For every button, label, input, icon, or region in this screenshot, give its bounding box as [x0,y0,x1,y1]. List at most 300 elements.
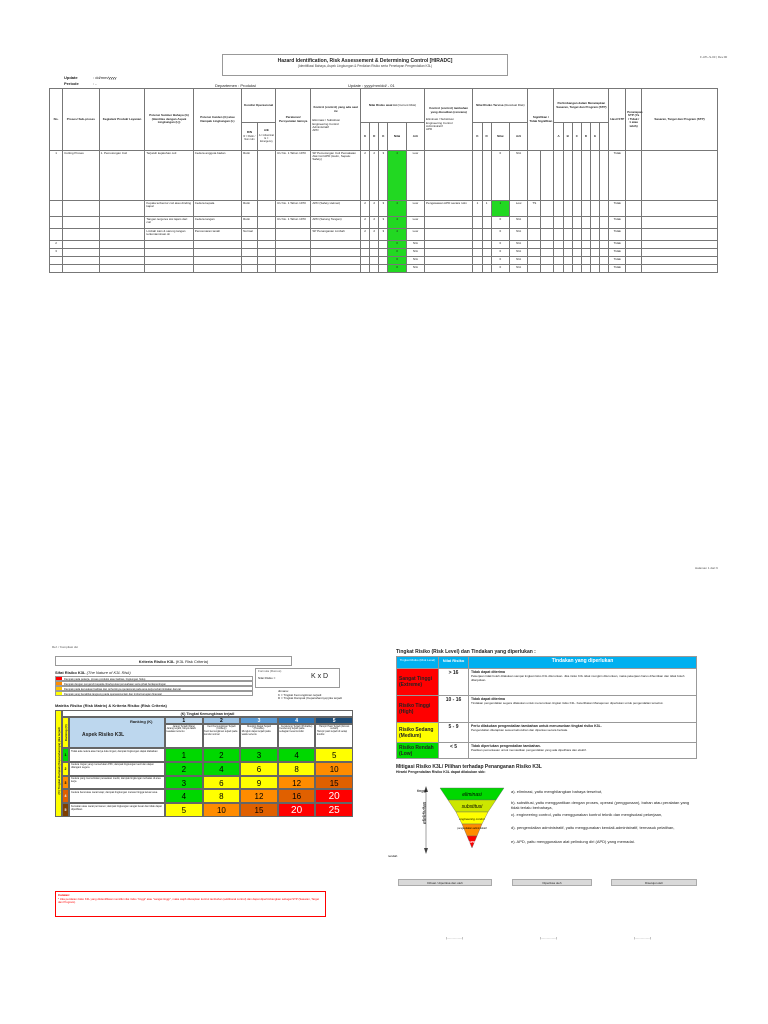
matrix-cell: 4 [203,762,241,776]
cell-k: 2 [360,217,369,229]
cell-rd [482,241,491,249]
cell-k [360,257,369,265]
cell-impact [193,257,241,265]
cell-rnilai: 1 [491,201,509,217]
cell-process [63,229,100,241]
control-item: Administratif [312,124,329,129]
cell-hazard [145,249,193,257]
control-item: Engineering Control [312,121,339,126]
matrix-side-label: (D) Tingkat Dampak (Keparahannya) jika terjadi [57,727,62,795]
matrix-cell: 9 [240,776,278,790]
header-rk: K [473,123,482,151]
hierarchy-pyramid [388,780,512,862]
cell-empty [563,241,572,249]
cell-rd [482,257,491,265]
header-initial-risk [360,89,424,123]
table-row [50,151,718,201]
risk-level-action-title: Tidak dapat diterima [471,697,505,701]
pyramid-label: APD [468,840,476,844]
risk-level-action [469,696,697,723]
cell-rarti: N/A [509,229,527,241]
nature-row: Dampak yang berakibat langsung pada operasional lain dan timbul kerugian finansial [55,691,253,696]
matrix-cell: 15 [240,803,278,817]
cell-arti: Low [406,217,424,229]
cell-empty [581,229,590,241]
cell-stp: Tidak [609,265,626,273]
cell-empty [641,217,717,229]
cell-empty [554,265,563,273]
cell-d [370,241,379,249]
cell-empty [641,249,717,257]
cell-arti: N/A [406,241,424,249]
control-item: Engineering Control [426,120,453,125]
table-row [50,241,718,249]
cell-empty [581,241,590,249]
risk-level-action-desc: Tindakan pengendalian segera dilakukan untuk menurunkan tingkat risiko K3L. Keterlibatan Manajemen diperlukan untuk pengendalian tersebut. [471,701,664,705]
cell-empty [591,151,600,201]
cell-hazard: Kepala terbentur coil atau dinding kapal [145,201,193,217]
cell-arti: Low [406,151,424,201]
cell-empty [600,151,609,201]
cell-empty [554,201,563,217]
risk-level-action [469,723,697,743]
signature-checked-by: Diperiksa oleh [512,879,592,886]
note-title: Catatan: [58,893,71,897]
risk-level-action-title: Perlu dilakukan pengendalian tambahan untuk menurunkan tingkat risiko K3L. [471,724,602,728]
cell-k [360,249,369,257]
cell-impact: Pencemaran tanah [193,229,241,241]
cell-empty [257,151,275,201]
cell-hazard [145,257,193,265]
cell-sig [528,229,541,241]
cell-empty [581,265,590,273]
period-label: Periode [64,81,79,86]
matrix-title: Matriks Risiko (Risk Matrix) & Kriteria Risiko (Risk Criteria) [55,703,167,708]
page-number: Halaman 1 dari 9 [695,566,718,570]
severity-level: 2 [62,762,69,776]
mitigation-option: a). eliminasi, yaitu menghilangkan bahaya tersebut, [511,789,603,794]
cell-control: APD (Sarung Tangan) [311,217,361,229]
header-rnilai: Nilai [491,123,509,151]
ranking-d: Ranking (D) [64,724,69,742]
cell-impact: Cedera kepala [193,201,241,217]
cell-empty [581,201,590,217]
cell-rarti: N/A [509,217,527,229]
pyramid-label: eliminasi [462,792,482,798]
cell-nilai: 4 [388,201,406,217]
cell-empty [572,217,581,229]
cell-nilai: 0 [388,265,406,273]
likelihood-text: Kecil kemungkinan terjadi pada kondisi normal [204,730,238,737]
pyramid-administrative [462,824,482,836]
header-k2: K [379,123,388,151]
risk-level-body [397,669,697,759]
severity-description: Kematian atau cacat permanen; dampak lingkungan sangat besar dan tidak dapat dipulihkan [69,803,165,817]
risk-level-row [397,743,697,759]
matrix-cell: 8 [203,789,241,803]
mitigation-option: b). substitusi, yaitu menggantikan dengan proses, operasi (penggunaan), bahan atau peralatan yang tidak terlalu berbahaya, [511,800,690,810]
signature-line: (..................) [540,936,558,940]
cell-no: 1 [50,151,63,201]
cell-no [50,257,63,265]
cell-empty [581,249,590,257]
risk-level-row [397,669,697,696]
header-nilai: Nilai [388,123,406,151]
cell-empty [563,201,572,217]
cell-k2: 3 [379,229,388,241]
cell-empty [554,151,563,201]
header-additional-control [425,89,473,151]
axis-label: efektivitas [422,801,428,824]
severity-description: Cedera ringan yang memerlukan P3K; dampak lingkungan kecil dan dapat ditangani segera [69,762,165,776]
cell-cond: Normal [242,229,258,241]
cell-d: 2 [370,151,379,201]
cell-k2: 3 [379,201,388,217]
formula-note-line: dimana: [278,689,289,693]
ranking-d-cell [62,717,69,748]
cell-empty [600,229,609,241]
cell-impact [193,241,241,249]
cell-rk [473,241,482,249]
matrix-cell: 5 [315,748,353,762]
cell-empty [641,241,717,249]
signature-line: (..................) [634,936,652,940]
axis-arrow-down [424,848,428,854]
aspect-label: Aspek Risiko K3L [82,732,125,738]
risk-level-row [397,723,697,743]
cell-cond [242,265,258,273]
risk-level-name: Risiko Sedang (Medium) [397,723,439,743]
header-k: K [360,123,369,151]
cell-rarti: Low [509,201,527,217]
cell-add-control [425,217,473,229]
formula-note: Formula (Rumus) [258,669,282,673]
matrix-cell: 12 [278,776,316,790]
cell-no: 2 [50,241,63,249]
likelihood-header: (K) Tingkat Kemungkinan terjadi [62,710,353,717]
risk-level-action-desc: Pengendalian ditetapkan sesuai kebutuhan dan dipantau secara berkala. [471,728,568,732]
cell-regulation [276,249,311,257]
aspect-cell [69,717,165,748]
nature-heading [55,670,131,675]
cell-nilai: 0 [388,241,406,249]
likelihood-level: 4 [278,717,316,724]
cell-no [50,201,63,217]
cell-empty [591,257,600,265]
cell-hazard: Tangan tergores sisi tajam dari coil [145,217,193,229]
cell-empty [641,151,717,201]
cell-process [63,265,100,273]
cell-rnilai: 0 [491,241,509,249]
cell-empty [257,249,275,257]
period-value: : - [93,81,97,86]
cell-empty [541,249,554,257]
mitigation-option: c). engineering control, yaitu menggunakan kontrol teknik dan mengisolasi pekerjaan, [511,812,663,817]
likelihood-name: Jarang Terjadi (Rare) [172,724,195,728]
control-item: APD [426,127,433,132]
likelihood-text: Cenderung terjadi pada sebagian besar kondisi [279,727,305,734]
risk-level-range: 10 - 16 [439,696,469,723]
cell-empty [257,265,275,273]
header-opportunity: Pertimbangan dalam Menetapkan Sasaran, Target dan Program (STP) [554,89,609,123]
formula-label: Nilai Risiko = [258,676,276,680]
risk-level-range: < 5 [439,743,469,759]
cell-empty [541,229,554,241]
matrix-cell: 25 [315,803,353,817]
cell-activity: 1. Pemotongan Coil [99,151,145,201]
cell-empty [563,249,572,257]
cell-d [370,257,379,265]
table-row [50,217,718,229]
cell-rd [482,217,491,229]
residual-risk-title: Nilai Risiko Tersisa [476,102,504,107]
cell-arti: Low [406,229,424,241]
cell-nilai: 0 [388,249,406,257]
likelihood-level: 5 [315,717,353,724]
matrix-cell: 4 [278,748,316,762]
matrix-side-bar [55,710,62,817]
level-header-value: Nilai Risiko [439,657,469,669]
likelihood-description [315,724,353,748]
matrix-cell: 2 [203,748,241,762]
cell-cond: Rutin [242,217,258,229]
risk-level-row [397,696,697,723]
cell-hazard [145,265,193,273]
risk-level-action [469,669,697,696]
cell-stp: Tidak [609,241,626,249]
mitigation-sub: Hirarki Pengendalian Risiko K3L dapat dilakukan sbb: [396,770,486,774]
cell-regulation [276,257,311,265]
cell-arti: N/A [406,265,424,273]
cell-empty [257,241,275,249]
header-stp-b: B [563,123,572,151]
formula-box [255,668,340,688]
cell-cond: Rutin [242,151,258,201]
cell-process [63,249,100,257]
cell-empty [626,229,642,241]
table-row [50,229,718,241]
axis-high: tinggi [417,788,427,793]
header-stp-note: Penetapan STP (Ya / Tidak / 1 atau lebih) [626,89,642,151]
matrix-cell: 6 [240,762,278,776]
cell-empty [572,265,581,273]
document-title: Hazard Identification, Risk Assessement & Determining Control [HIRADC] [277,58,453,64]
matrix-cell: 10 [315,762,353,776]
cell-empty [600,217,609,229]
criteria-title: Kriteria Risiko K3L [138,659,175,664]
matrix-cell: 6 [203,776,241,790]
matrix-cell: 4 [165,789,203,803]
risk-level-range: > 16 [439,669,469,696]
criteria-title-box [55,656,292,666]
cell-empty [563,151,572,201]
mitigation-title: Mitigasi Risiko K3L/ Pilihan terhadap Penanganan Risiko K3L [396,764,542,770]
cell-rk: 1 [473,201,482,217]
nature-list [55,676,253,696]
matrix-cell: 3 [240,748,278,762]
pyramid-label: engineering control [459,817,485,821]
severity-description: Cedera yang memerlukan perawatan medis; dampak lingkungan terbatas di area kerja [69,776,165,790]
cell-no [50,217,63,229]
note-text: * Jika penilaian risiko K3L yang diidentifikasi memiliki nilai risiko "tinggi" atau "sangat tinggi", maka wajib ditetapkan kontrol tambahan (additional control) dan dapat dipertimbangkan sebagai STP (Sasaran, Target dan Program). [58,896,320,904]
cell-activity [99,265,145,273]
cell-rnilai: 0 [491,229,509,241]
cell-no [50,265,63,273]
cell-empty [626,217,642,229]
cell-empty [591,241,600,249]
cell-empty [257,257,275,265]
cell-process: Cutting Proses [63,151,100,201]
cell-activity [99,241,145,249]
pyramid-label: substitusi [461,804,483,810]
cell-regulation: UU No. 1 Tahun 1970 [276,151,311,201]
likelihood-text: Jarang terjadi, hanya dalam keadaan tertentu [166,727,197,734]
header-arti: Arti [406,123,424,151]
cell-control [311,265,361,273]
cell-k2 [379,249,388,257]
additional-control-title: Kontrol (control) tambahan yang diusulkan (rencana) [429,106,469,114]
header-d: D [370,123,379,151]
cell-arti: N/A [406,257,424,265]
cell-process [63,257,100,265]
cell-stp: Tidak [609,201,626,217]
cell-d: 2 [370,217,379,229]
cell-empty [581,257,590,265]
update-label: Update [64,75,78,80]
cell-control [311,257,361,265]
cell-empty [572,229,581,241]
header-activity: Kegiatan/ Produk/ Layanan [99,89,145,151]
cell-empty [626,151,642,201]
cell-empty [572,151,581,201]
header-stp-d: D [581,123,590,151]
cell-sig: TS [528,201,541,217]
cell-hazard: Limbah kain & sarung tangan terkontaminasi oli [145,229,193,241]
cell-arti: Low [406,201,424,217]
matrix-cell: 5 [165,803,203,817]
cell-k [360,241,369,249]
matrix-cell: 20 [315,789,353,803]
severity-description: Cedera berat atau cacat tetap; dampak lingkungan meluas hingga keluar area [69,789,165,803]
cell-sig [528,265,541,273]
cell-impact [193,265,241,273]
cell-sig [528,249,541,257]
cell-stp: Tidak [609,217,626,229]
cell-empty [600,257,609,265]
signature-line: (..................) [446,936,464,940]
cell-rk [473,249,482,257]
severity-description: Tidak ada cedera atau hanya luka ringan; dampak lingkungan dapat diabaikan [69,748,165,762]
update-right: Update : yyyy/mm/dd/ - 01 [348,83,395,88]
update-value: : dd/mm/yyyy [93,75,117,80]
header-stp-result: Hasil STP [609,89,626,151]
likelihood-text: Hampir pasti terjadi di setiap kondisi [316,730,348,737]
cell-sig [528,257,541,265]
ranking-k: Ranking (K) [130,719,153,724]
risk-level-table [396,656,697,759]
initial-risk-sub: (Current Risk) [397,102,417,107]
cell-regulation: UU No. 1 Tahun 1970 [276,217,311,229]
hiradc-table [49,88,718,273]
cell-rarti: N/A [509,241,527,249]
cell-no: 3 [50,249,63,257]
cell-empty [554,241,563,249]
cell-rarti: N/A [509,151,527,201]
cell-rd: 1 [482,201,491,217]
cell-control: APD (Safety Helmet) [311,201,361,217]
cell-empty [541,265,554,273]
cell-empty [554,249,563,257]
cell-d: 2 [370,201,379,217]
cell-empty [257,201,275,217]
cell-empty [554,257,563,265]
cell-k2 [379,257,388,265]
cell-stp: Tidak [609,249,626,257]
cell-k2: 3 [379,217,388,229]
header-stp-c: C [572,123,581,151]
matrix-cell: 3 [165,776,203,790]
document-subtitle: (Identifikasi Bahaya, Aspek Lingkungan & Penilaian Risiko serta Penetapan Pengendalian K3L) [297,64,433,68]
formula-value: K x D [311,673,329,680]
risk-level-name: Risiko Rendah (Low) [397,743,439,759]
cell-empty [600,241,609,249]
cell-rk [473,229,482,241]
likelihood-text: Mungkin dapat terjadi pada waktu tertentu [241,730,271,737]
cell-empty [626,249,642,257]
cell-empty [591,265,600,273]
cell-activity [99,217,145,229]
cell-empty [572,249,581,257]
header-existing-control [311,89,361,151]
cell-rd [482,249,491,257]
level-title: Tingkat Risiko (Risk Level) dan Tindakan yang diperlukan : [396,649,536,655]
control-item: Administratif [426,123,443,128]
cell-rk [473,257,482,265]
cell-empty [541,151,554,201]
cell-empty [600,249,609,257]
header-process: Proses/ Sub-proses [63,89,100,151]
cell-cond: Rutin [242,201,258,217]
cell-empty [257,229,275,241]
cell-regulation: UU No. 1 Tahun 1970 [276,201,311,217]
cell-no [50,229,63,241]
risk-level-action-desc: Pastikan pemantauan untuk memastikan pengendalian yang ada dipelihara dan efektif. [471,748,587,752]
cell-rnilai: 0 [491,249,509,257]
cell-impact: Cedera anggota badan [193,151,241,201]
cell-stp: Tidak [609,151,626,201]
risk-level-action-title: Tidak dapat diterima [471,670,505,674]
cell-empty [563,217,572,229]
cell-empty [572,257,581,265]
cell-k2 [379,265,388,273]
pyramid-label: pengendalian administratif [457,827,487,830]
header-hazard: Potensi Sumber Bahaya (G) (Identitas dengan Aspek Lingkungan (L)) [145,89,193,151]
header-regulation: Peraturan/ Persyaratan lainnya [276,89,311,151]
formula-notes [278,690,342,701]
cell-nilai: 4 [388,229,406,241]
severity-level: 1 [62,748,69,762]
cell-add-control [425,257,473,265]
cell-rk [473,151,482,201]
matrix-cell: 1 [165,748,203,762]
table-row [50,201,718,217]
cell-empty [626,257,642,265]
cell-impact [193,249,241,257]
cell-add-control: Pengawasan APD secara rutin [425,201,473,217]
cell-empty [572,201,581,217]
cell-empty [554,229,563,241]
cell-empty [641,265,717,273]
